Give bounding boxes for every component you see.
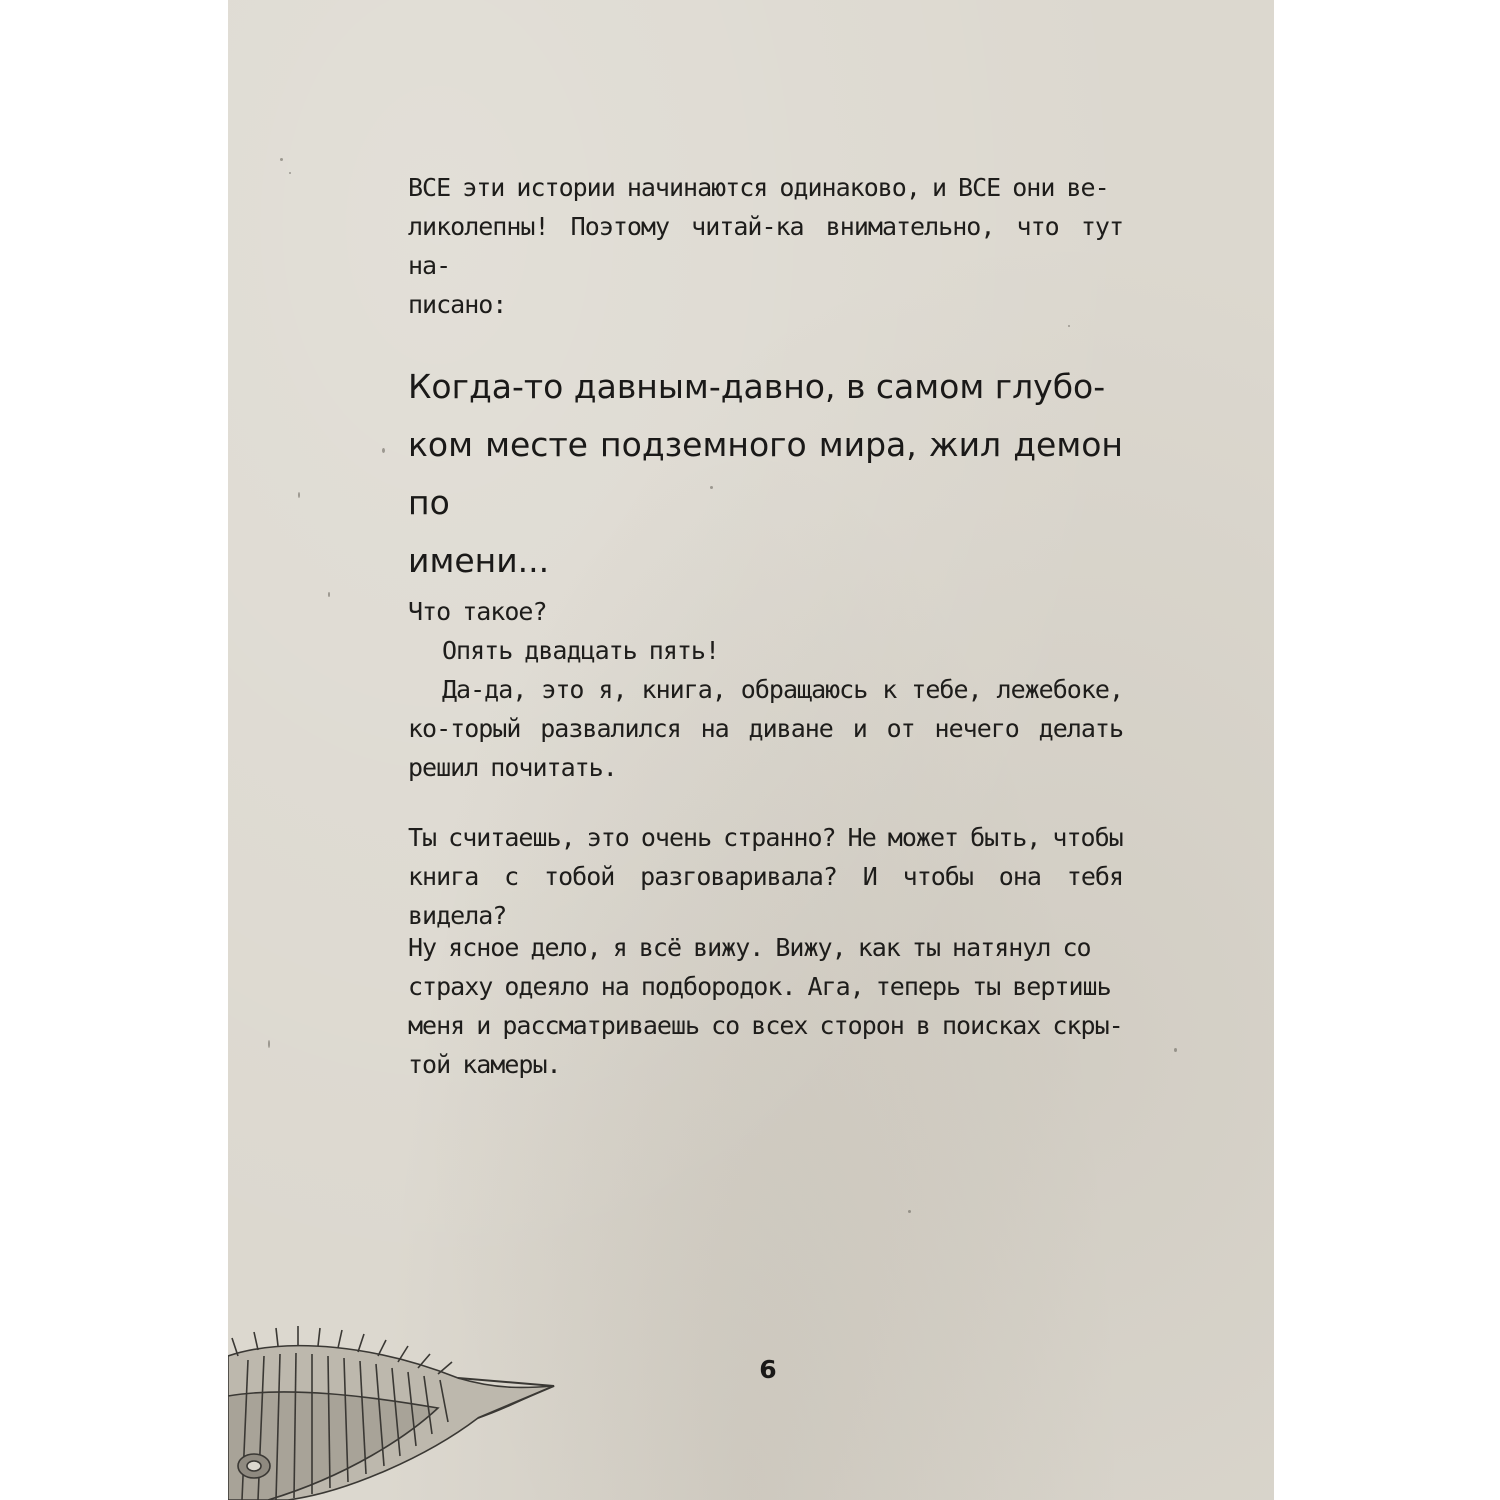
paragraph-line: той камеры. (408, 1050, 561, 1079)
paragraph-line: меня и рассматриваешь со всех сторон в поисках скры- (408, 1011, 1123, 1040)
paper-speck (268, 1040, 270, 1048)
intro-line: ВСЕ эти истории начинаются одинаково, и ВСЕ они ве- (408, 173, 1109, 202)
paper-speck (280, 158, 283, 161)
dialogue-line: Да-да, это я, книга, обращаюсь к тебе, лежебоке, ко-торый развалился на диване и от нечего делать решил почитать. (408, 675, 1123, 782)
paper-speck (298, 492, 300, 498)
story-opening-line: имени... (408, 541, 550, 580)
paragraph-line: Ну ясное дело, я всё вижу. Вижу, как ты натянул со (408, 933, 1091, 962)
story-opening-line: ком месте подземного мира, жил демон по (408, 425, 1123, 522)
paragraph-line: страху одеяло на подбородок. Ага, теперь ты вертишь (408, 972, 1111, 1001)
paper-speck (382, 448, 385, 453)
intro-line: писано: (408, 290, 507, 319)
trilobite-illustration-icon (228, 1316, 558, 1500)
third-paragraph (408, 928, 1123, 1084)
paragraph-line: Ты считаешь, это очень странно? Не может быть, чтобы (408, 823, 1123, 852)
page-number: 6 (759, 1355, 777, 1384)
book-page (228, 0, 1274, 1500)
paper-speck (328, 592, 330, 597)
paper-speck (1174, 1048, 1177, 1052)
paragraph-line: книга с тобой разговаривала? И чтобы она тебя видела? (408, 862, 1123, 930)
paper-speck (289, 172, 291, 174)
dialogue-paragraph (408, 592, 1123, 787)
paper-speck (1068, 325, 1070, 327)
story-opening-line: Когда-то давным-давно, в самом глубо- (408, 367, 1106, 406)
intro-paragraph (408, 168, 1123, 324)
dialogue-line: Опять двадцать пять! (442, 636, 720, 665)
story-opening-paragraph (408, 358, 1123, 590)
paper-speck (908, 1210, 911, 1213)
intro-line: ликолепны! Поэтому читай-ка внимательно, что тут на- (408, 212, 1123, 280)
second-paragraph (408, 818, 1123, 935)
dialogue-line: Что такое? (408, 597, 547, 626)
